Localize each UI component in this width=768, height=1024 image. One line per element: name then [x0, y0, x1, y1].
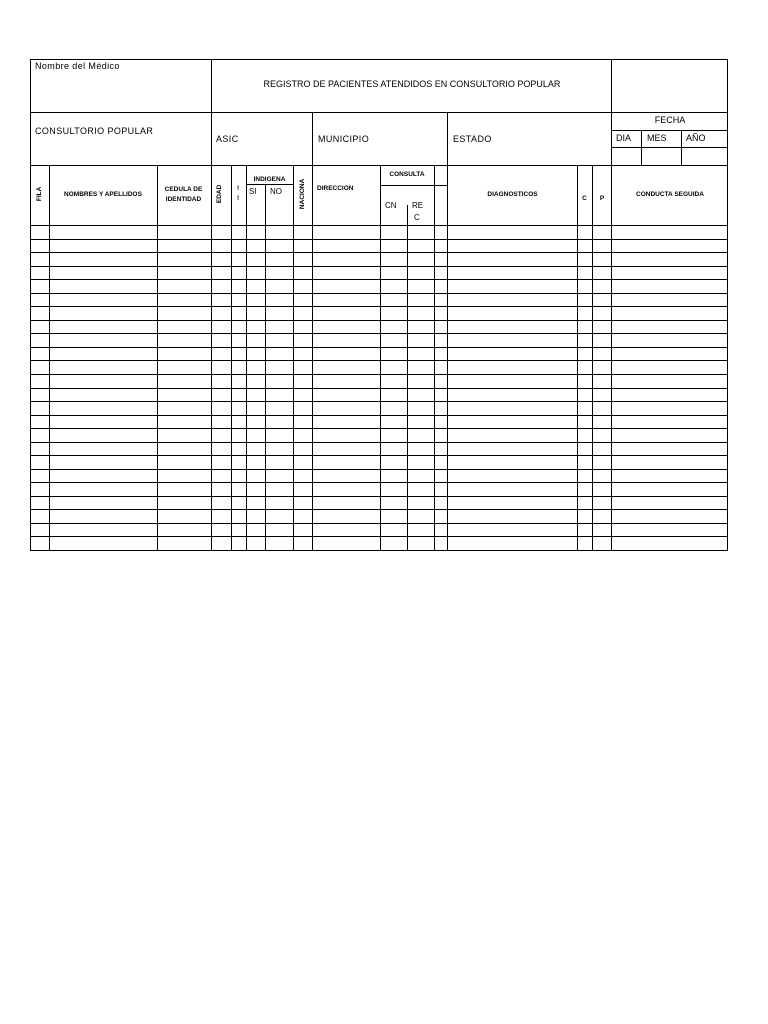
- header-diagnosticos: DIAGNOSTICOS: [487, 191, 538, 198]
- column-line: [592, 165, 593, 551]
- table-row: [30, 360, 728, 361]
- table-row: [30, 482, 728, 483]
- table-row: [30, 333, 728, 334]
- table-row: [30, 279, 728, 280]
- table-row: [30, 374, 728, 375]
- table-row: [30, 455, 728, 456]
- table-row: [30, 266, 728, 267]
- column-line: [380, 165, 381, 551]
- header-p: P: [599, 195, 605, 202]
- header-si: SI: [249, 187, 257, 196]
- table-row: [30, 306, 728, 307]
- header-cn: CN: [385, 201, 397, 210]
- column-line: [157, 165, 158, 551]
- municipio-label: MUNICIPIO: [318, 134, 370, 144]
- header-cedula-line2: IDENTIDAD: [165, 196, 202, 203]
- table-row: [30, 442, 728, 443]
- column-line: [447, 165, 448, 551]
- table-row: [30, 469, 728, 470]
- header-edad: EDAD: [216, 184, 224, 204]
- header-indigena: INDIGENA: [253, 176, 286, 183]
- register-grid: [30, 59, 728, 551]
- asic-label: ASIC: [216, 134, 239, 144]
- header-sexo-bottom: !: [237, 195, 240, 202]
- header-nacionalidad: NACIONA: [299, 178, 307, 210]
- column-line: [211, 166, 212, 551]
- header-sexo-top: !: [237, 185, 240, 192]
- table-row: [30, 293, 728, 294]
- table-row: [30, 536, 728, 537]
- fecha-mes-label: MES: [647, 133, 667, 143]
- table-row: [30, 252, 728, 253]
- header-direccion: DIRECCION: [317, 185, 354, 192]
- form-title: REGISTRO DE PACIENTES ATENDIDOS EN CONSULTORIO POPULAR: [263, 79, 561, 89]
- table-row: [30, 388, 728, 389]
- header-consulta: CONSULTA: [389, 171, 425, 178]
- header-c: C: [582, 195, 587, 202]
- table-row: [30, 496, 728, 497]
- header-rec-line2: C: [414, 213, 420, 222]
- fecha-dia-label: DIA: [616, 133, 632, 143]
- table-row: [30, 509, 728, 510]
- column-line: [434, 165, 435, 551]
- table-row: [30, 401, 728, 402]
- column-line: [246, 165, 247, 551]
- header-nombres: NOMBRES Y APELLIDOS: [64, 191, 142, 198]
- consultorio-label: CONSULTORIO POPULAR: [35, 126, 154, 136]
- table-row: [30, 523, 728, 524]
- header-conducta: CONDUCTA SEGUIDA: [636, 191, 704, 198]
- patient-register-form: [30, 59, 728, 551]
- fecha-ano-label: AÑO: [686, 133, 706, 143]
- column-line: [231, 165, 232, 551]
- table-row: [30, 320, 728, 321]
- header-fila: FILA: [36, 186, 44, 202]
- column-line: [293, 165, 294, 551]
- estado-label: ESTADO: [453, 134, 492, 144]
- column-line: [49, 165, 50, 551]
- header-no: NO: [270, 187, 282, 196]
- medico-label: Nombre del Médico: [35, 61, 120, 71]
- table-row: [30, 415, 728, 416]
- table-row: [30, 428, 728, 429]
- header-rec-line1: RE: [412, 201, 424, 210]
- table-row: [30, 347, 728, 348]
- fecha-label: FECHA: [654, 115, 686, 125]
- column-line: [577, 165, 578, 551]
- column-line: [407, 205, 408, 551]
- header-cedula-line1: CEDULA DE: [164, 186, 203, 193]
- table-row: [30, 239, 728, 240]
- column-line: [312, 165, 313, 551]
